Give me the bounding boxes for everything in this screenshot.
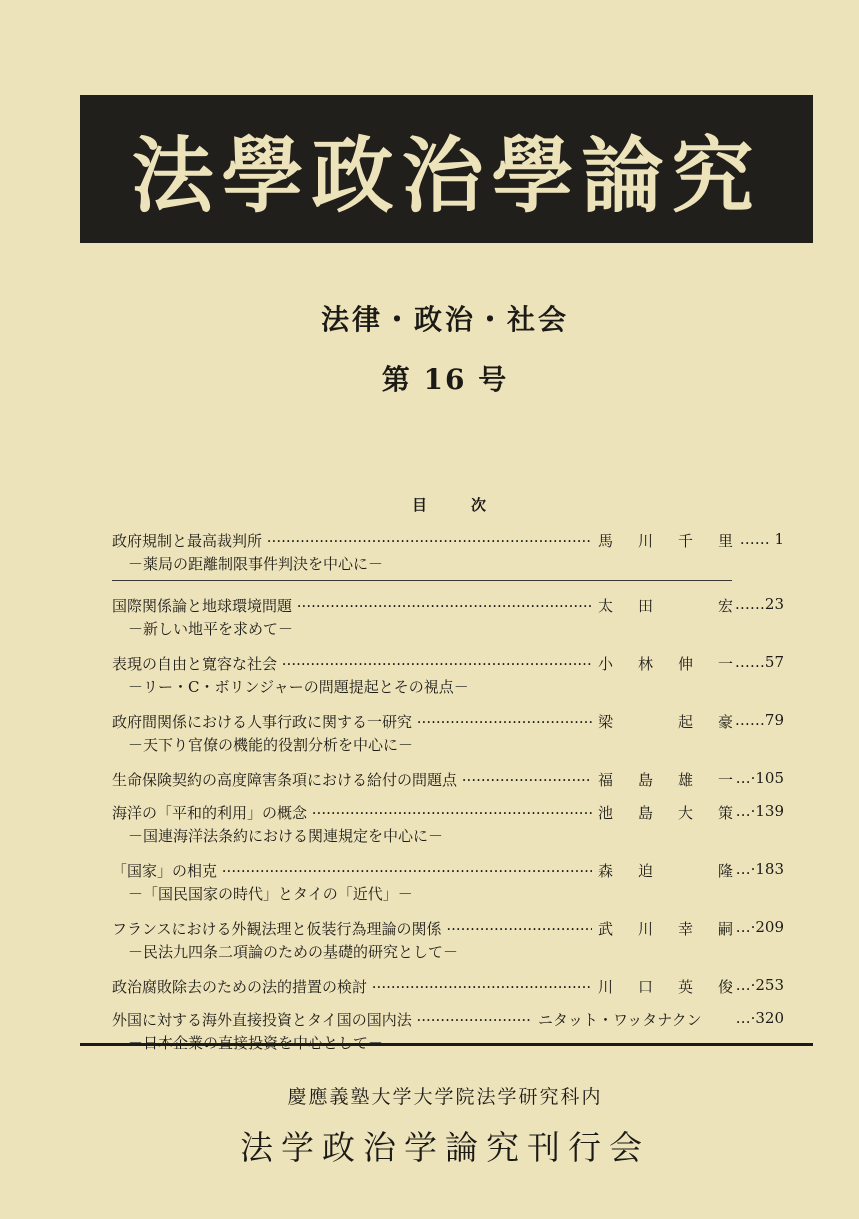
article-subtitle: －国連海洋法条約における関連規定を中心に－ — [128, 827, 444, 845]
author-char: 千 — [678, 532, 694, 550]
article-subtitle: －天下り官僚の機能的役割分析を中心に－ — [128, 736, 414, 754]
author-char: 俊 — [718, 978, 734, 996]
author-char: 嗣 — [718, 920, 734, 938]
article-title: 政治腐敗除去のための法的措置の検討 ····· — [112, 976, 592, 997]
author-char: 太 — [598, 597, 614, 615]
article-title: 政府間関係における人事行政に関する一研究 ····· — [112, 711, 592, 732]
author-char: 川 — [638, 920, 654, 938]
author-char: 起 — [678, 713, 694, 731]
author-char: 豪 — [718, 713, 734, 731]
article-author — [592, 769, 733, 790]
author-char: 雄 — [678, 771, 694, 789]
author-char: 福 — [598, 771, 614, 789]
article-author: ニタット・ワッタナクン — [532, 1009, 733, 1030]
author-char — [678, 860, 693, 881]
publisher-name: 法学政治学論究刊行会 — [240, 1128, 650, 1167]
author-char: 林 — [638, 655, 654, 673]
author-char: 幸 — [678, 920, 694, 938]
author-char: 池 — [598, 804, 614, 822]
author-char: 宏 — [718, 597, 734, 615]
toc-entry — [112, 860, 812, 905]
author-char: 隆 — [718, 862, 734, 880]
author-char: 英 — [678, 978, 694, 996]
article-title: 海洋の「平和的利用」の概念 ····· — [112, 802, 592, 823]
article-title: 外国に対する海外直接投資とタイ国の国内法 ····· — [112, 1009, 592, 1030]
toc-entry — [112, 595, 812, 640]
publisher-affiliation: 慶應義塾大学大学院法学研究科内 — [287, 1086, 603, 1108]
author-char: 里 — [718, 532, 734, 550]
article-author — [592, 595, 733, 616]
author-char: 小 — [598, 655, 614, 673]
page-number: ……57 — [734, 653, 784, 671]
toc-entry — [112, 918, 812, 963]
toc-entry — [112, 976, 812, 996]
author-char: 大 — [678, 804, 694, 822]
author-char: 島 — [638, 771, 654, 789]
journal-subtitle: 法律・政治・社会 — [320, 303, 569, 336]
page-number: …·105 — [735, 769, 784, 787]
toc-entry — [112, 802, 812, 847]
page-number: …·209 — [735, 918, 784, 936]
article-subtitle: －薬局の距離制限事件判決を中心に－ — [128, 555, 384, 573]
article-author — [592, 802, 733, 823]
author-char: 策 — [718, 804, 734, 822]
author-char: 一 — [718, 655, 734, 673]
author-char: 川 — [638, 532, 654, 550]
article-author — [592, 976, 733, 997]
article-subtitle: －リー・C・ボリンジャーの問題提起とその視点－ — [128, 678, 469, 696]
author-char: 島 — [638, 804, 654, 822]
article-title: 「国家」の相克 ····· — [112, 860, 592, 881]
author-char — [678, 595, 693, 616]
article-title: 生命保険契約の高度障害条項における給付の問題点 ····· — [112, 769, 592, 790]
article-subtitle: －民法九四条二項論のための基礎的研究として－ — [128, 943, 459, 961]
page-number: …·320 — [735, 1009, 784, 1027]
article-author — [592, 653, 733, 674]
article-author — [592, 918, 733, 939]
article-subtitle: －「国民国家の時代」とタイの「近代」－ — [128, 885, 413, 903]
author-char: 馬 — [598, 532, 614, 550]
page-number: …·139 — [735, 802, 784, 820]
page-number: …·183 — [735, 860, 784, 878]
article-author — [592, 711, 733, 732]
journal-title: 法學政治學論究 — [131, 127, 762, 224]
author-char: 迫 — [638, 862, 654, 880]
page-number: ……23 — [734, 595, 784, 613]
author-char: 梁 — [598, 713, 614, 731]
author-char: 一 — [718, 771, 734, 789]
article-title: 国際関係論と地球環境問題 ····· — [112, 595, 592, 616]
title-banner — [80, 95, 813, 243]
article-author — [592, 860, 733, 881]
article-subtitle: －新しい地平を求めて－ — [128, 620, 294, 638]
author-char: 川 — [598, 978, 614, 996]
toc-entry — [112, 711, 812, 756]
toc-entry — [112, 769, 812, 789]
author-char: 伸 — [678, 655, 694, 673]
author-char: 森 — [598, 862, 614, 880]
author-char: 口 — [638, 978, 654, 996]
article-author — [592, 530, 733, 551]
toc-heading: 目次 — [412, 496, 531, 514]
author-char — [638, 711, 653, 732]
page-number: ……79 — [734, 711, 784, 729]
article-title: フランスにおける外観法理と仮装行為理論の関係 ····· — [112, 918, 592, 939]
article-title: 表現の自由と寛容な社会 ····· — [112, 653, 592, 674]
toc-entry — [112, 653, 812, 698]
author-char: 田 — [638, 597, 654, 615]
toc-entry — [112, 530, 812, 575]
table-of-contents — [112, 530, 812, 1067]
page-number: …·253 — [735, 976, 784, 994]
footer-rule — [80, 1043, 813, 1046]
toc-entry — [112, 1009, 812, 1054]
author-char: 武 — [598, 920, 614, 938]
page-number: …… 1 — [739, 530, 784, 548]
issue-number: 第 16 号 — [381, 363, 509, 396]
article-title: 政府規制と最高裁判所 ····· — [112, 530, 592, 551]
